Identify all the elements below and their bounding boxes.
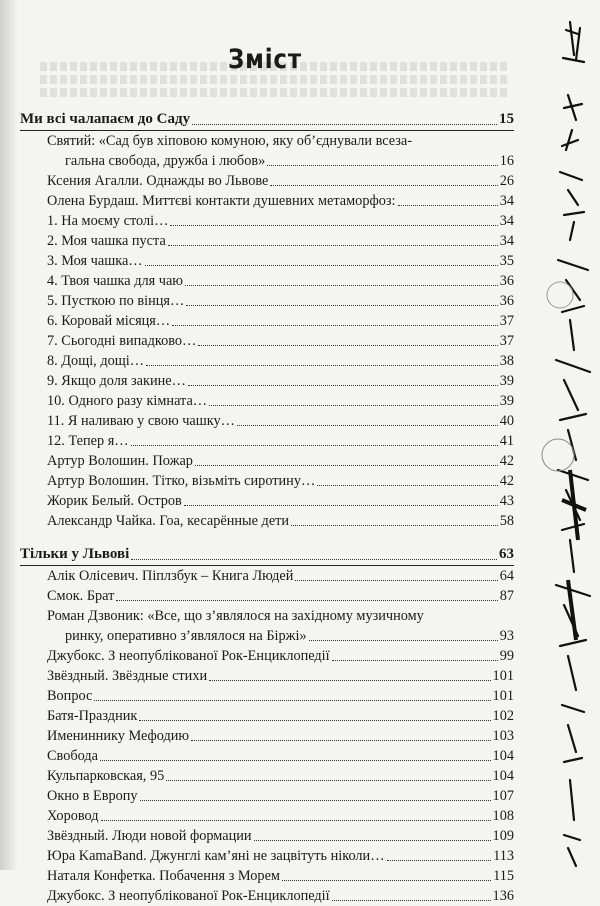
- entry-text: 12. Тепер я…: [47, 433, 129, 449]
- entry-page: 101: [492, 668, 514, 684]
- entry-page: 34: [499, 233, 514, 249]
- toc-entry[interactable]: [20, 311, 514, 331]
- toc-entry[interactable]: [20, 886, 514, 906]
- entry-page: 109: [492, 828, 514, 844]
- toc-entry[interactable]: [20, 586, 514, 606]
- toc-entry[interactable]: [20, 646, 514, 666]
- toc-entry[interactable]: [20, 131, 514, 171]
- dot-leader: [198, 345, 497, 346]
- dot-leader: [254, 840, 491, 841]
- toc-entry[interactable]: [20, 686, 514, 706]
- dot-leader: [166, 780, 490, 781]
- entry-text: Звёздный. Люди новой формации: [47, 828, 252, 844]
- toc-entry[interactable]: [20, 231, 514, 251]
- dot-leader: [209, 680, 490, 681]
- dot-leader: [116, 600, 497, 601]
- entry-text: Имениннику Мефодию: [47, 728, 190, 744]
- dot-leader: [145, 265, 498, 266]
- entry-page: 108: [492, 808, 514, 824]
- section-heading[interactable]: [20, 543, 514, 566]
- toc-entry[interactable]: [20, 866, 514, 886]
- dot-leader: [191, 740, 490, 741]
- toc-entry[interactable]: [20, 271, 514, 291]
- entry-text: Ксения Агалли. Однажды во Львове: [47, 173, 269, 189]
- toc-entry[interactable]: [20, 491, 514, 511]
- entry-text: Смок. Брат: [47, 588, 115, 604]
- entry-text: 9. Якщо доля закине…: [47, 373, 186, 389]
- dot-leader: [140, 800, 491, 801]
- toc-entry[interactable]: [20, 371, 514, 391]
- entry-text: Джубокс. З неопублікованої Рок-Енциклопедії: [47, 648, 330, 664]
- entry-text: Олена Бурдаш. Миттєві контакти душевних метаморфоз:: [47, 193, 396, 209]
- dot-leader: [332, 900, 491, 901]
- toc-entry[interactable]: [20, 211, 514, 231]
- entry-line: ринку, оперативно з’являлося на Біржі»: [65, 628, 307, 644]
- entry-text: Юра KamaBand. Джунглі кам’яні не зацвітуть ніколи…: [47, 848, 385, 864]
- page-title: Зміст: [227, 44, 303, 75]
- dot-leader: [131, 445, 498, 446]
- toc-entry[interactable]: [20, 411, 514, 431]
- entry-page: 26: [499, 173, 514, 189]
- dot-leader: [184, 505, 498, 506]
- dot-leader: [168, 245, 498, 246]
- entry-text: Алік Олісевич. Піплзбук – Книга Людей: [47, 568, 294, 584]
- handwritten-margin-art: [518, 0, 600, 870]
- entry-text: Кульпарковская, 95: [47, 768, 165, 784]
- entry-text: 8. Дощі, дощі…: [47, 353, 145, 369]
- dot-leader: [398, 205, 498, 206]
- entry-page: 107: [492, 788, 514, 804]
- toc-entry[interactable]: [20, 786, 514, 806]
- toc-entry[interactable]: [20, 351, 514, 371]
- dot-leader: [185, 285, 498, 286]
- toc-entry[interactable]: [20, 451, 514, 471]
- entry-page: 34: [499, 213, 514, 229]
- entry-page: 34: [499, 193, 514, 209]
- dot-leader: [146, 365, 498, 366]
- toc-entry[interactable]: [20, 291, 514, 311]
- dot-leader: [317, 485, 497, 486]
- dot-leader: [282, 880, 491, 881]
- entry-page: 104: [492, 768, 514, 784]
- entry-page: 58: [499, 513, 514, 529]
- dot-leader: [94, 700, 490, 701]
- entry-page: 101: [492, 688, 514, 704]
- dot-leader: [309, 640, 498, 641]
- entry-page: 87: [499, 588, 514, 604]
- entry-text: Окно в Европу: [47, 788, 138, 804]
- dot-leader: [332, 660, 498, 661]
- toc-entry[interactable]: [20, 706, 514, 726]
- entry-page: 40: [499, 413, 514, 429]
- entry-text: 4. Твоя чашка для чаю: [47, 273, 183, 289]
- section-page: 15: [499, 111, 514, 127]
- entry-page: 99: [499, 648, 514, 664]
- dot-leader: [267, 165, 497, 166]
- entry-text: Артур Волошин. Пожар: [47, 453, 193, 469]
- toc-entry[interactable]: [20, 331, 514, 351]
- toc-entry[interactable]: [20, 471, 514, 491]
- entry-page: 136: [492, 888, 514, 904]
- dot-leader: [387, 860, 492, 861]
- toc-entry[interactable]: [20, 171, 514, 191]
- toc-entry[interactable]: [20, 666, 514, 686]
- entry-page: 37: [499, 333, 514, 349]
- entry-text: Звёздный. Звёздные стихи: [47, 668, 208, 684]
- entry-page: 35: [499, 253, 514, 269]
- toc-entry[interactable]: [20, 431, 514, 451]
- entry-page: 37: [499, 313, 514, 329]
- entry-page: 42: [499, 473, 514, 489]
- entry-text: 3. Моя чашка…: [47, 253, 143, 269]
- section-title: Ми всі чалапаєм до Саду: [20, 111, 191, 127]
- dot-leader: [172, 325, 498, 326]
- toc-entry[interactable]: [20, 746, 514, 766]
- dot-leader: [170, 225, 497, 226]
- page-shadow: [0, 0, 18, 870]
- toc-entry[interactable]: [20, 826, 514, 846]
- entry-page: 102: [492, 708, 514, 724]
- dot-leader: [195, 465, 498, 466]
- dot-leader: [188, 385, 498, 386]
- toc-entry[interactable]: [20, 606, 514, 646]
- entry-page: 43: [499, 493, 514, 509]
- toc-entry[interactable]: [20, 191, 514, 211]
- entry-page: 104: [492, 748, 514, 764]
- entry-text: 7. Сьогодні випадково…: [47, 333, 197, 349]
- entry-text: Вопрос: [47, 688, 93, 704]
- entry-page: 39: [499, 393, 514, 409]
- entry-text: 5. Пусткою по вінця…: [47, 293, 185, 309]
- entry-text: Наталя Конфетка. Побачення з Морем: [47, 868, 280, 884]
- entry-page: 113: [493, 848, 514, 864]
- entry-text: 1. На моєму столі…: [47, 213, 169, 229]
- dot-leader: [270, 185, 497, 186]
- entry-page: 36: [499, 293, 514, 309]
- entry-line: Святий: «Сад був хіповою комуною, яку об’єднували всеза-: [47, 133, 413, 149]
- section-title: Тільки у Львові: [20, 546, 130, 562]
- toc-entry[interactable]: [20, 806, 514, 826]
- dot-leader: [131, 559, 497, 560]
- entry-page: 36: [499, 273, 514, 289]
- entry-page: 103: [492, 728, 514, 744]
- dot-leader: [237, 425, 498, 426]
- entry-text: Джубокс. З неопублікованої Рок-Енциклопедії: [47, 888, 330, 904]
- toc-entry[interactable]: [20, 511, 514, 531]
- entry-line: гальна свобода, дружба і любов»: [65, 153, 266, 169]
- entry-page: 16: [499, 153, 514, 169]
- entry-text: 11. Я наливаю у свою чашку…: [47, 413, 235, 429]
- section-heading[interactable]: [20, 108, 514, 131]
- dot-leader: [139, 720, 490, 721]
- section-page: 63: [499, 546, 514, 562]
- entry-text: 2. Моя чашка пуста: [47, 233, 166, 249]
- entry-line: Роман Дзвоник: «Все, що з’являлося на західному музичному: [47, 608, 424, 624]
- entry-page: 64: [499, 568, 514, 584]
- entry-page: 41: [499, 433, 514, 449]
- entry-page: 115: [493, 868, 514, 884]
- dot-leader: [209, 405, 498, 406]
- entry-page: 39: [499, 373, 514, 389]
- entry-text: Свобода: [47, 748, 98, 764]
- dot-leader: [291, 525, 498, 526]
- entry-page: 93: [499, 628, 514, 644]
- entry-text: Хоровод: [47, 808, 99, 824]
- entry-page: 38: [499, 353, 514, 369]
- toc-entry[interactable]: [20, 726, 514, 746]
- dot-leader: [295, 580, 497, 581]
- toc-entry[interactable]: [20, 766, 514, 786]
- entry-text: 6. Коровай місяця…: [47, 313, 171, 329]
- entry-text: Батя-Праздник: [47, 708, 138, 724]
- dot-leader: [100, 760, 491, 761]
- entry-text: Артур Волошин. Тітко, візьміть сиротину…: [47, 473, 316, 489]
- toc-entry[interactable]: [20, 391, 514, 411]
- dot-leader: [101, 820, 491, 821]
- entry-text: Александр Чайка. Гоа, кесарённые дети: [47, 513, 290, 529]
- dot-leader: [186, 305, 497, 306]
- dot-leader: [192, 124, 497, 125]
- table-of-contents: [20, 104, 514, 906]
- toc-entry[interactable]: [20, 846, 514, 866]
- entry-text: 10. Одного разу кімната…: [47, 393, 208, 409]
- toc-entry[interactable]: [20, 251, 514, 271]
- toc-entry[interactable]: [20, 566, 514, 586]
- entry-text: Жорик Белый. Остров: [47, 493, 182, 509]
- entry-page: 42: [499, 453, 514, 469]
